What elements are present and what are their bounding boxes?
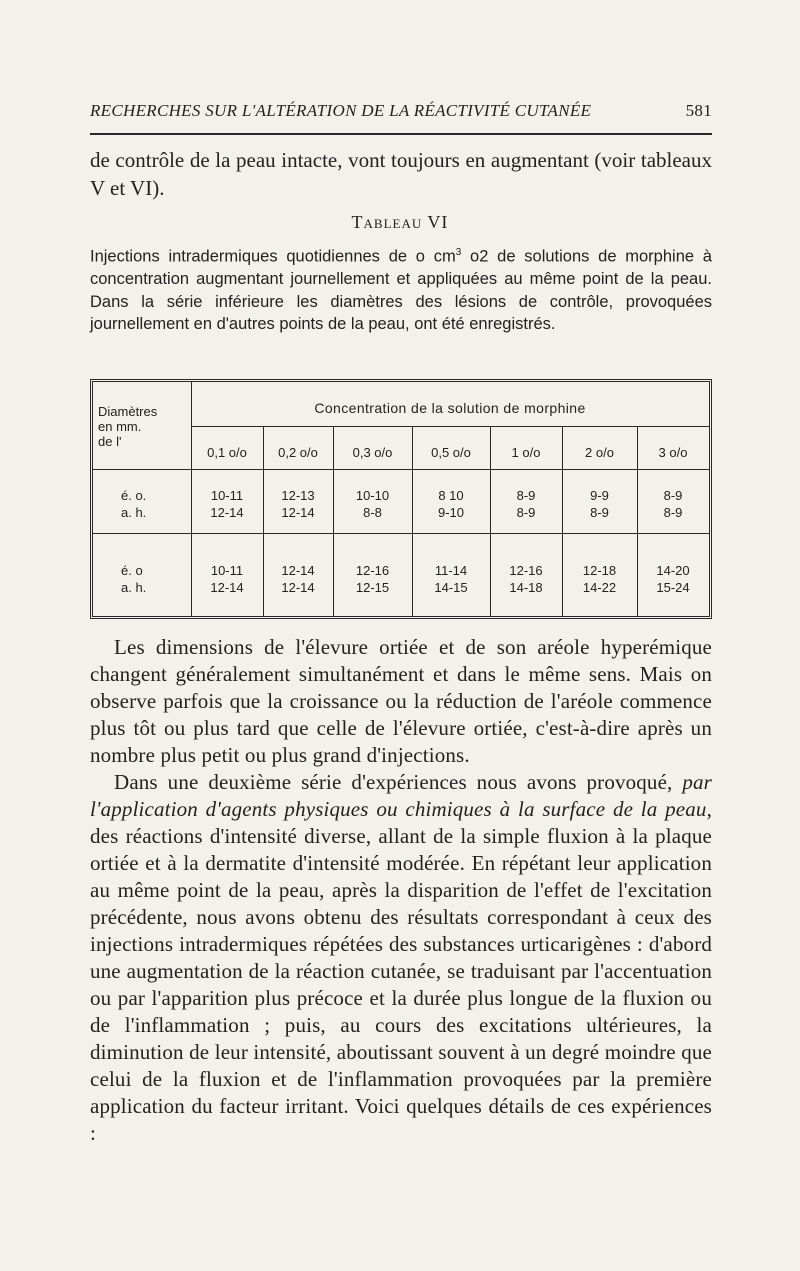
page-number: 581 [685, 101, 712, 120]
table-cell: 12-13 [281, 488, 315, 503]
table-cell: 12-14 [281, 580, 315, 595]
paragraph-2-start: Dans une deuxième série d'expériences nous avons provoqué, [114, 770, 683, 794]
table-cell: 12-18 [582, 563, 617, 578]
row-label: é. o. [121, 488, 147, 503]
table-cell: 8-9 [663, 505, 683, 520]
caption-superscript: 3 [455, 247, 462, 258]
table-cell: 14-20 [656, 563, 690, 578]
table-title: Tableau VI [351, 212, 449, 232]
table-cell: 14-22 [582, 580, 617, 595]
row-label: é. o [121, 563, 143, 578]
table-cell: 12-14 [210, 580, 244, 595]
table-cell: 10-11 [210, 488, 244, 503]
table-cell: 14-15 [434, 580, 468, 595]
table-cell: 10-11 [210, 563, 244, 578]
table-cell: 8-9 [516, 488, 536, 503]
running-head [90, 101, 712, 121]
table-cell: 14-18 [509, 580, 543, 595]
table-cell: 15-24 [656, 580, 690, 595]
table-cell: 12-14 [210, 505, 244, 520]
table-caption [90, 242, 712, 336]
header-rule [90, 133, 712, 135]
column-header: 0,5 o/o [431, 445, 471, 460]
table-cell: 8-9 [516, 505, 536, 520]
table-rule-1 [93, 469, 709, 470]
table-cell: 12-15 [355, 580, 390, 595]
stub-header: Diamètres en mm. de l' [98, 404, 158, 449]
column-header: 0,3 o/o [352, 445, 393, 460]
body-text [90, 634, 712, 1147]
paragraph-2-end: , des réactions d'intensité diverse, allant de la simple fluxion à la plaque ortiée et à la dermatite d'intensité modérée. En répétant leur application au même point de la peau, après la disparition de l'effet de l'excitation précédente, nous avons obtenu des résultats correspondant à ceux des injections intradermiques répétées des substances urticarigènes : d'abord une augmentation de la réaction cutanée, se traduisant par l'accentuation ou par l'apparition plus précoce et la durée plus longue de la fluxion ou de l'inflammation ; puis, au cours des excitations ultérieures, la diminution de leur intensité, aboutissant souvent à un degré moindre que celui de la fluxion et de l'inflammation provoquées par la première application du facteur irritant. Voici quelques détails de ces expériences : [90, 797, 712, 1145]
column-header: 0,2 o/o [278, 445, 318, 460]
column-header: 0,1 o/o [207, 445, 247, 460]
row-label: a. h. [121, 580, 147, 595]
caption-text-before: Injections intradermiques quotidiennes de o cm [90, 247, 456, 266]
table-cell: 9-10 [437, 505, 465, 520]
row-label: a. h. [121, 505, 147, 520]
table-cell: 12-16 [355, 563, 390, 578]
table-cell: 8-9 [590, 505, 609, 520]
table-cell: 12-14 [281, 563, 315, 578]
data-table [90, 379, 712, 619]
table-cell: 12-16 [509, 563, 543, 578]
paragraph-1: Les dimensions de l'élevure ortiée et de son aréole hyperémique changent généralement simultanément et dans le même sens. Mais on observe parfois que la croissance ou la réduction de l'aréole commence plus tôt ou plus tard que celle de l'élevure ortiée, c'est-à-dire après un nombre plus petit ou plus grand d'injections. [90, 635, 712, 767]
column-header: 3 o/o [658, 445, 688, 460]
column-header: 2 o/o [585, 445, 614, 460]
paragraph-2-italic: par l'application d'agents physiques ou chimiques à la surface de la peau [90, 770, 712, 821]
table-cell: 11-14 [434, 563, 468, 578]
table-cell: 8 10 [438, 488, 464, 503]
column-header: 1 o/o [511, 445, 541, 460]
intro-text: de contrôle de la peau intacte, vont toujours en augmentant (voir tableaux V et VI). [90, 148, 712, 200]
caption-text-after: o2 de solutions de morphine à concentration augmentant journellement et appliquées au même point de la peau. Dans la série inférieure les diamètres des lésions de contrôle, provoquées journellement en d'autres points de la peau, ont été enregistrés. [90, 247, 712, 333]
paragraph-2 [90, 769, 712, 1147]
table-rule-0 [191, 426, 709, 427]
table-rule-2 [93, 533, 709, 534]
table-cell: 8-9 [663, 488, 683, 503]
table-cell: 8-8 [363, 505, 382, 520]
running-head-title: RECHERCHES SUR L'ALTÉRATION DE LA RÉACTIVITÉ CUTANÉE [90, 101, 592, 120]
table-cell: 10-10 [355, 488, 390, 503]
table-cell: 9-9 [590, 488, 609, 503]
group-header: Concentration de la solution de morphine [314, 400, 586, 416]
table-cell: 12-14 [281, 505, 315, 520]
